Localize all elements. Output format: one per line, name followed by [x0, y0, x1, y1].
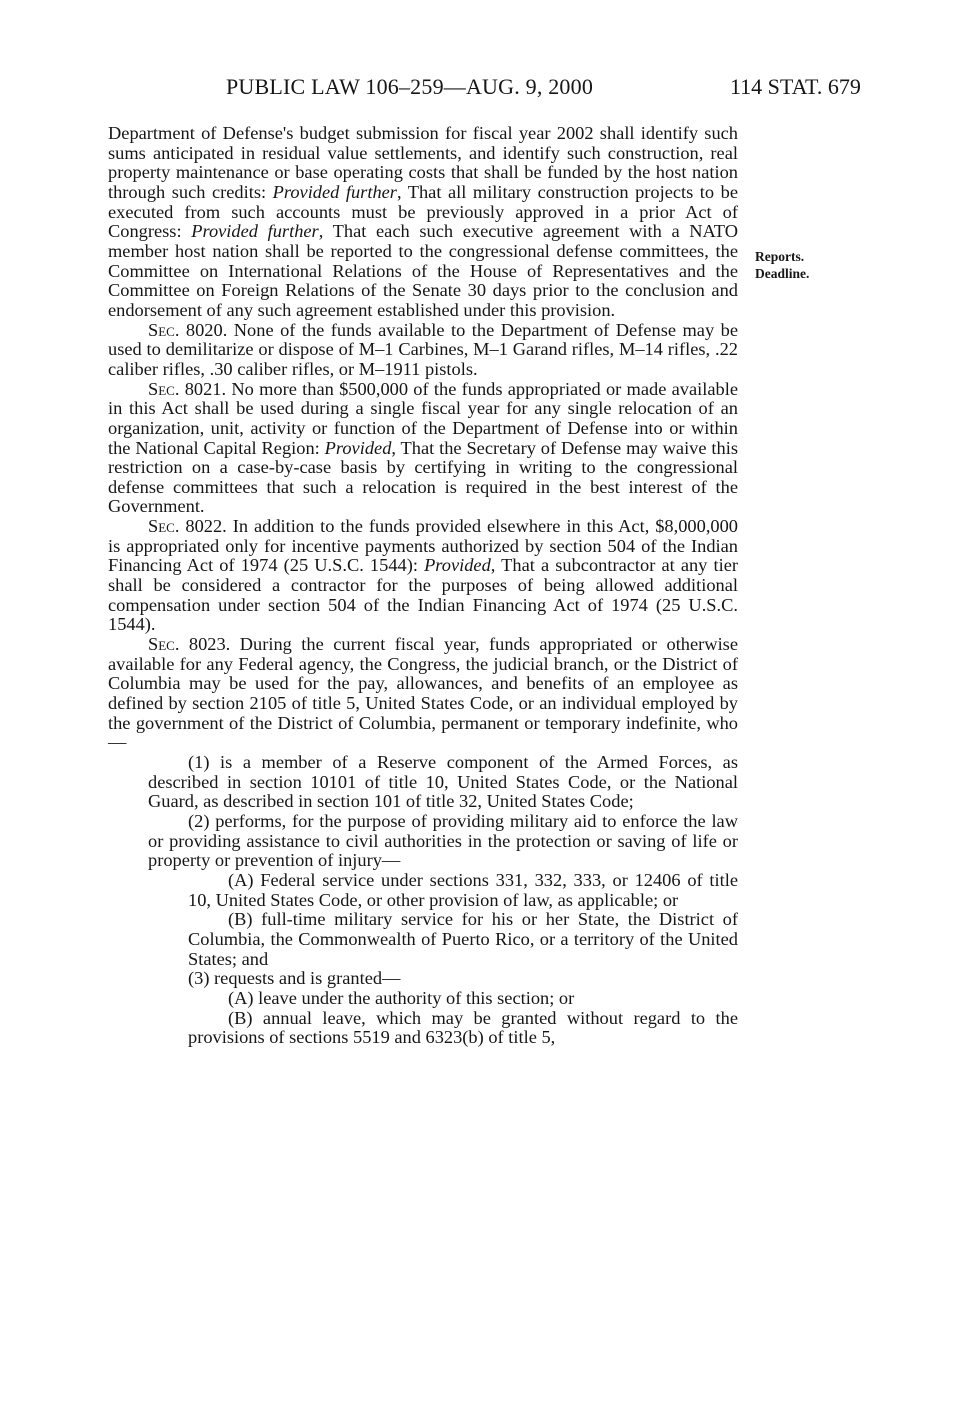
- section-8021: Sec. 8021. No more than $500,000 of the funds appropriated or made available in this Act shall be used during a single fiscal year for any single relocation of an organization, unit, activity or function of the Department of Defense into or within the National Capital Region: Provided, That the Secretary of Defense may waive this restriction on a case-by-case basis by certifying in writing to the congressional defense committees that such a relocation is required in the best interest of the Government.: [108, 378, 738, 517]
- paragraph-continuation: Department of Defense's budget submission for fiscal year 2002 shall identify such sums anticipated in residual value settlements, and identify such construction, real property maintenance or base operating costs that shall be funded by the host nation through such credits: Provided further, That all military construction projects to be executed from such accounts must be previously approved in a prior Act of Congress: Provided further, That each such executive agreement with a NATO member host nation shall be reported to the congressional defense committees, the Committee on International Relations of the House of Representatives and the Committee on Foreign Relations of the Senate 30 days prior to the conclusion and endorsement of any such agreement established under this provision.: [108, 123, 738, 320]
- list-item-3: (3) requests and is granted—: [188, 968, 401, 989]
- section-label: Sec. 8022.: [148, 516, 227, 537]
- section-label: Sec. 8023.: [148, 634, 231, 655]
- list-item-3a: (A) leave under the authority of this section; or: [228, 987, 575, 1008]
- list-item-2a: (A) Federal service under sections 331, 332, 333, or 12406 of title 10, United States Code, or other provision of law, as applicable; or: [188, 869, 738, 910]
- margin-note-reports: Reports.: [755, 249, 805, 264]
- body-text: [108, 124, 738, 1048]
- list-item-1: (1) is a member of a Reserve component of the Armed Forces, as described in section 10101 of title 10, United States Code, or the National Guard, as described in section 101 of title 32, United States Code;: [148, 752, 738, 812]
- list-item-2b: (B) full-time military service for his or her State, the District of Columbia, the Commonwealth of Puerto Rico, or a territory of the United States; and: [188, 909, 738, 969]
- section-label: Sec. 8020.: [148, 319, 228, 340]
- section-label: Sec. 8021.: [148, 378, 227, 399]
- margin-notes: [755, 248, 809, 282]
- section-8020: Sec. 8020. None of the funds available to the Department of Defense may be used to demilitarize or dispose of M–1 Carbines, M–1 Garand rifles, M–14 rifles, .22 caliber rifles, .30 caliber rifles, or M–1911 pistols.: [108, 319, 738, 379]
- list-item-3b: (B) annual leave, which may be granted without regard to the provisions of sections 5519 and 6323(b) of title 5,: [188, 1007, 738, 1048]
- section-8023: Sec. 8023. During the current fiscal year, funds appropriated or otherwise available for any Federal agency, the Congress, the judicial branch, or the District of Columbia may be used for the pay, allowances, and benefits of an employee as defined by section 2105 of title 5, United States Code, or an individual employed by the government of the District of Columbia, permanent or temporary indefinite, who—: [108, 634, 738, 753]
- running-header-title: PUBLIC LAW 106–259—AUG. 9, 2000: [226, 74, 594, 99]
- margin-note-deadline: Deadline.: [755, 266, 810, 281]
- list-item-2: (2) performs, for the purpose of providing military aid to enforce the law or providing assistance to civil authorities in the protection or saving of life or property or prevention of injury—: [148, 810, 738, 871]
- page-number: 114 STAT. 679: [730, 74, 861, 99]
- section-8022: Sec. 8022. In addition to the funds provided elsewhere in this Act, $8,000,000 is appropriated only for incentive payments authorized by section 504 of the Indian Financing Act of 1974 (25 U.S.C. 1544): Provided, That a subcontractor at any tier shall be considered a contractor for the purposes of being allowed additional compensation under section 504 of the Indian Financing Act of 1974 (25 U.S.C. 1544).: [108, 516, 738, 635]
